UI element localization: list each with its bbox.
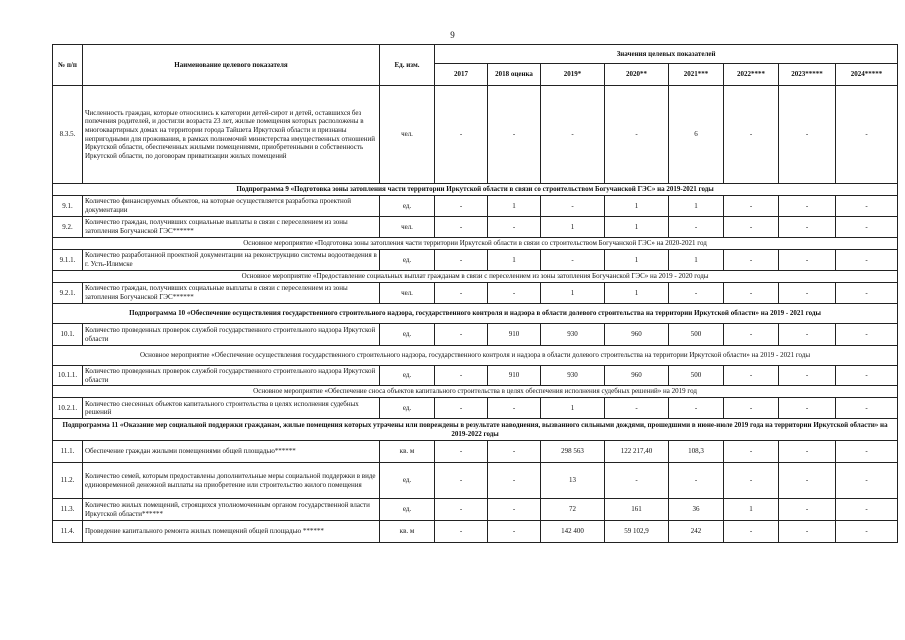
value-cell: -: [724, 86, 779, 184]
value-cell: -: [724, 441, 779, 463]
table-row: [53, 521, 898, 543]
value-cell: -: [724, 217, 779, 238]
value-cell: -: [779, 324, 836, 346]
indicator-name: Количество жилых помещений, строящихся уполномоченным органом государственной власти Иркутской области******: [83, 499, 380, 521]
subprogram-title: Подпрограмма 11 «Оказание мер социальной поддержки гражданам, жилые помещения которых утрачены или повреждены в результате наводнения, вызванного сильными дождями, прошедшими в июне-июле 2019 года на территории Иркутской области» на 2019-2022 годы: [53, 419, 898, 441]
subprogram-row: [53, 184, 898, 196]
value-cell: 500: [669, 366, 724, 386]
value-cell: -: [435, 441, 488, 463]
value-cell: 1: [605, 196, 669, 217]
value-cell: 13: [541, 463, 605, 499]
value-cell: 1: [605, 283, 669, 304]
value-cell: 960: [605, 324, 669, 346]
indicator-name: Численность граждан, которые относились к категории детей-сирот и детей, оставшихся без попечения родителей, и достигли возраста 23 лет, жилые помещения которых расположены в многоквартирных домах на территории города Тайшета Иркутской области и признаны непригодными для проживания, в рамках полномочий министерства имущественных отношений Иркутской области, обеспеченных жилыми помещениями, приобретенными в собственность Иркутской области, по договорам приватизации жилых помещений: [83, 86, 380, 184]
value-cell: -: [779, 217, 836, 238]
value-cell: 6: [669, 86, 724, 184]
main-activity-row: [53, 346, 898, 366]
value-cell: -: [435, 398, 488, 419]
value-cell: -: [836, 441, 898, 463]
value-cell: -: [605, 463, 669, 499]
value-cell: -: [488, 441, 541, 463]
row-number: 11.3.: [53, 499, 83, 521]
row-number: 10.2.1.: [53, 398, 83, 419]
value-cell: -: [779, 398, 836, 419]
value-cell: -: [724, 283, 779, 304]
unit-cell: ед.: [380, 366, 435, 386]
value-cell: -: [779, 463, 836, 499]
value-cell: 1: [605, 250, 669, 271]
indicator-name: Количество семей, которым предоставлены дополнительные меры социальной поддержки в виде единовременной денежной выплаты на приобретение или строительство жилого помещения: [83, 463, 380, 499]
unit-cell: ед.: [380, 324, 435, 346]
value-cell: 1: [724, 499, 779, 521]
value-cell: -: [836, 217, 898, 238]
indicator-name: Количество снесенных объектов капитального строительства в целях исполнения судебных решений: [83, 398, 380, 419]
value-cell: -: [669, 398, 724, 419]
value-cell: -: [779, 521, 836, 543]
row-number: 8.3.5.: [53, 86, 83, 184]
table-row: [53, 324, 898, 346]
indicator-name: Количество разработанной проектной документации на реконструкцию системы водоотведения в г. Усть-Илимске: [83, 250, 380, 271]
value-cell: -: [724, 324, 779, 346]
value-cell: -: [724, 463, 779, 499]
value-cell: -: [724, 398, 779, 419]
value-cell: -: [779, 196, 836, 217]
value-cell: 298 563: [541, 441, 605, 463]
indicator-name: Количество проведенных проверок службой государственного строительного надзора Иркутской области: [83, 366, 380, 386]
value-cell: -: [836, 499, 898, 521]
header-name: Наименование целевого показателя: [83, 45, 380, 86]
row-number: 9.2.1.: [53, 283, 83, 304]
value-cell: -: [488, 283, 541, 304]
value-cell: 161: [605, 499, 669, 521]
unit-cell: чел.: [380, 217, 435, 238]
value-cell: 500: [669, 324, 724, 346]
value-cell: -: [836, 463, 898, 499]
main-activity-row: [53, 386, 898, 398]
indicator-name: Количество финансируемых объектов, на которые осуществляется разработка проектной документации: [83, 196, 380, 217]
value-cell: -: [435, 499, 488, 521]
value-cell: -: [669, 217, 724, 238]
value-cell: -: [836, 398, 898, 419]
main-activity-row: [53, 238, 898, 250]
value-cell: -: [779, 283, 836, 304]
value-cell: -: [724, 521, 779, 543]
value-cell: -: [724, 366, 779, 386]
value-cell: -: [435, 86, 488, 184]
row-number: 9.2.: [53, 217, 83, 238]
header-year: 2020**: [605, 64, 669, 86]
value-cell: 1: [488, 196, 541, 217]
value-cell: 1: [669, 196, 724, 217]
main-activity-row: [53, 271, 898, 283]
value-cell: -: [488, 463, 541, 499]
header-values-group: Значения целевых показателей: [435, 45, 898, 64]
subprogram-row: [53, 419, 898, 441]
value-cell: 960: [605, 366, 669, 386]
value-cell: -: [724, 250, 779, 271]
table-body: [53, 86, 898, 543]
value-cell: -: [779, 86, 836, 184]
indicator-name: Обеспечение граждан жилыми помещениями общей площадью******: [83, 441, 380, 463]
indicator-name: Количество граждан, получивших социальные выплаты в связи с переселением из зоны затопления Богучанской ГЭС******: [83, 283, 380, 304]
value-cell: 930: [541, 324, 605, 346]
value-cell: -: [488, 521, 541, 543]
value-cell: -: [435, 463, 488, 499]
unit-cell: чел.: [380, 86, 435, 184]
value-cell: 122 217,40: [605, 441, 669, 463]
value-cell: 1: [541, 217, 605, 238]
header-year: 2021***: [669, 64, 724, 86]
subprogram-row: [53, 304, 898, 324]
header-year: 2024*****: [836, 64, 898, 86]
unit-cell: кв. м: [380, 441, 435, 463]
row-number: 11.1.: [53, 441, 83, 463]
row-number: 9.1.: [53, 196, 83, 217]
unit-cell: ед.: [380, 398, 435, 419]
header-year: 2023*****: [779, 64, 836, 86]
value-cell: 930: [541, 366, 605, 386]
value-cell: 910: [488, 324, 541, 346]
value-cell: -: [836, 366, 898, 386]
table-row: [53, 441, 898, 463]
table-row: [53, 86, 898, 184]
value-cell: -: [779, 441, 836, 463]
value-cell: -: [435, 217, 488, 238]
value-cell: -: [488, 398, 541, 419]
unit-cell: чел.: [380, 283, 435, 304]
table-row: [53, 217, 898, 238]
value-cell: -: [779, 366, 836, 386]
value-cell: -: [435, 366, 488, 386]
value-cell: -: [435, 521, 488, 543]
value-cell: -: [669, 283, 724, 304]
value-cell: 72: [541, 499, 605, 521]
value-cell: 142 400: [541, 521, 605, 543]
unit-cell: ед.: [380, 499, 435, 521]
value-cell: -: [435, 250, 488, 271]
row-number: 11.2.: [53, 463, 83, 499]
value-cell: 1: [488, 250, 541, 271]
header-year: 2022****: [724, 64, 779, 86]
target-indicators-table: [52, 44, 898, 543]
main-activity-title: Основное мероприятие «Предоставление социальных выплат гражданам в связи с переселением из зоны затопления Богучанской ГЭС» на 2019 - 2020 годы: [53, 271, 898, 283]
header-unit: Ед. изм.: [380, 45, 435, 86]
unit-cell: ед.: [380, 463, 435, 499]
header-year: 2017: [435, 64, 488, 86]
value-cell: -: [541, 250, 605, 271]
table-row: [53, 196, 898, 217]
value-cell: -: [541, 196, 605, 217]
value-cell: -: [836, 521, 898, 543]
header-year: 2018 оценка: [488, 64, 541, 86]
value-cell: -: [669, 463, 724, 499]
table-row: [53, 283, 898, 304]
value-cell: 242: [669, 521, 724, 543]
table-row: [53, 366, 898, 386]
value-cell: 1: [605, 217, 669, 238]
unit-cell: кв. м: [380, 521, 435, 543]
header-year: 2019*: [541, 64, 605, 86]
main-activity-title: Основное мероприятие «Обеспечение осуществления государственного строительного надзора, государственного контроля и надзора в области долевого строительства на территории Иркутской области» на 2019 - 2021 годы: [53, 346, 898, 366]
subprogram-title: Подпрограмма 9 «Подготовка зоны затопления части территории Иркутской области в связи со строительством Богучанской ГЭС» на 2019-2021 годы: [53, 184, 898, 196]
value-cell: 1: [541, 283, 605, 304]
value-cell: 910: [488, 366, 541, 386]
subprogram-title: Подпрограмма 10 «Обеспечение осуществления государственного строительного надзора, государственного контроля и надзора в области долевого строительства на территории Иркутской области» на 2019 - 2021 годы: [53, 304, 898, 324]
value-cell: -: [836, 86, 898, 184]
row-number: 10.1.1.: [53, 366, 83, 386]
indicator-name: Проведение капитального ремонта жилых помещений общей площадью ******: [83, 521, 380, 543]
value-cell: -: [435, 283, 488, 304]
row-number: 10.1.: [53, 324, 83, 346]
header-num: № п/п: [53, 45, 83, 86]
main-activity-title: Основное мероприятие «Обеспечение сноса объектов капитального строительства в целях обеспечения исполнения судебных решений» на 2019 год: [53, 386, 898, 398]
value-cell: -: [488, 86, 541, 184]
indicator-name: Количество проведенных проверок службой государственного строительного надзора Иркутской области: [83, 324, 380, 346]
value-cell: 1: [541, 398, 605, 419]
table-row: [53, 499, 898, 521]
unit-cell: ед.: [380, 250, 435, 271]
value-cell: -: [836, 196, 898, 217]
value-cell: -: [836, 250, 898, 271]
table-row: [53, 463, 898, 499]
value-cell: 59 102,9: [605, 521, 669, 543]
value-cell: -: [779, 499, 836, 521]
value-cell: 36: [669, 499, 724, 521]
unit-cell: ед.: [380, 196, 435, 217]
value-cell: -: [435, 324, 488, 346]
table-row: [53, 250, 898, 271]
indicator-name: Количество граждан, получивших социальные выплаты в связи с переселением из зоны затопления Богучанской ГЭС******: [83, 217, 380, 238]
value-cell: 108,3: [669, 441, 724, 463]
value-cell: -: [541, 86, 605, 184]
value-cell: -: [724, 196, 779, 217]
table-row: [53, 398, 898, 419]
main-activity-title: Основное мероприятие «Подготовка зоны затопления части территории Иркутской области в связи со строительством Богучанской ГЭС» на 2020-2021 год: [53, 238, 898, 250]
value-cell: -: [488, 217, 541, 238]
value-cell: 1: [669, 250, 724, 271]
value-cell: -: [779, 250, 836, 271]
value-cell: -: [836, 283, 898, 304]
value-cell: -: [435, 196, 488, 217]
value-cell: -: [836, 324, 898, 346]
value-cell: -: [488, 499, 541, 521]
value-cell: -: [605, 398, 669, 419]
row-number: 9.1.1.: [53, 250, 83, 271]
page-number: 9: [450, 30, 455, 40]
row-number: 11.4.: [53, 521, 83, 543]
value-cell: -: [605, 86, 669, 184]
